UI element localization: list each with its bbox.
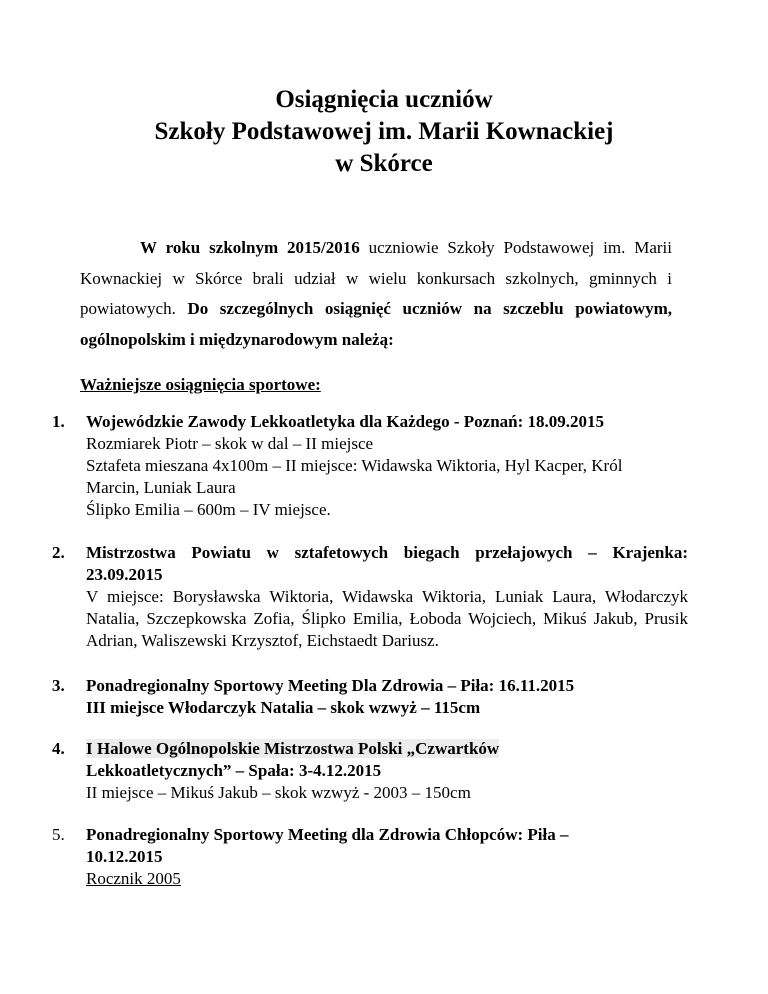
list-item-text: V miejsce: Borysławska Wiktoria, Widawska Wiktoria, Luniak Laura, Włodarczyk Natalia, Szczepkowska Zofia, Ślipko Emilia, Łoboda Wojciech, Mikuś Jakub, Prusik Adrian, Waliszewski Krzysztof, Eichstaedt Dariusz. [86,587,688,650]
list-item-number: 1. [52,412,65,431]
list-item-heading-line-2: Lekkoatletycznych” – Spała: 3-4.12.2015 [86,761,382,780]
intro-bold-1: W roku szkolnym 2015/2016 [140,238,360,257]
section-heading-sports: Ważniejsze osiągnięcia sportowe: [80,375,321,394]
list-item [52,411,688,521]
list-item-result: III miejsce Włodarczyk Natalia – skok wzwyż – 115cm [86,698,481,717]
list-item-heading: Mistrzostwa Powiatu w sztafetowych biegach przełajowych – Krajenka: 23.09.2015 [86,543,688,584]
intro-bold-2: Do szczególnych osiągnięć uczniów na szczeblu powiatowym, ogólnopolskim i międzynarodowym należą: [80,299,672,349]
list-item [52,542,688,652]
list-item-line: Sztafeta mieszana 4x100m – II miejsce: Widawska Wiktoria, Hyl Kacper, Król Marcin, Luniak Laura [86,456,623,497]
list-item-heading: Ponadregionalny Sportowy Meeting Dla Zdrowia – Piła: 16.11.2015 [86,676,575,695]
list-item [52,675,688,719]
list-item-heading: Wojewódzkie Zawody Lekkoatletyka dla Każdego - Poznań: 18.09.2015 [86,412,605,431]
list-item-heading: Ponadregionalny Sportowy Meeting dla Zdrowia Chłopców: Piła – 10.12.2015 [86,825,569,866]
title-line-3: w Skórce [335,150,433,177]
list-item-subheading: Rocznik 2005 [86,869,181,888]
list-item-line: Rozmiarek Piotr – skok w dal – II miejsce [86,434,374,453]
title-line-1: Osiągnięcia uczniów [275,86,493,113]
list-item [52,738,688,804]
list-item-number: 5. [52,825,65,844]
title-line-2: Szkoły Podstawowej im. Marii Kownackiej [154,118,614,145]
list-item-line: II miejsce – Mikuś Jakub – skok wzwyż - 2003 – 150cm [86,783,471,802]
list-item-number: 4. [52,739,65,758]
list-item-line: Ślipko Emilia – 600m – IV miejsce. [86,500,331,519]
list-item-heading-line-1: I Halowe Ogólnopolskie Mistrzostwa Polski „Czwartków [86,739,500,758]
intro-text-1: uczniowie Szkoły Podstawowej im. Marii Kownackiej w Skórce brali udział w wielu konkursach szkolnych, gminnych i powiatowych. [80,238,672,318]
list-item-number: 2. [52,543,65,562]
list-item [52,824,688,890]
list-item-number: 3. [52,676,65,695]
intro-paragraph [80,233,672,355]
page-title [0,84,768,180]
